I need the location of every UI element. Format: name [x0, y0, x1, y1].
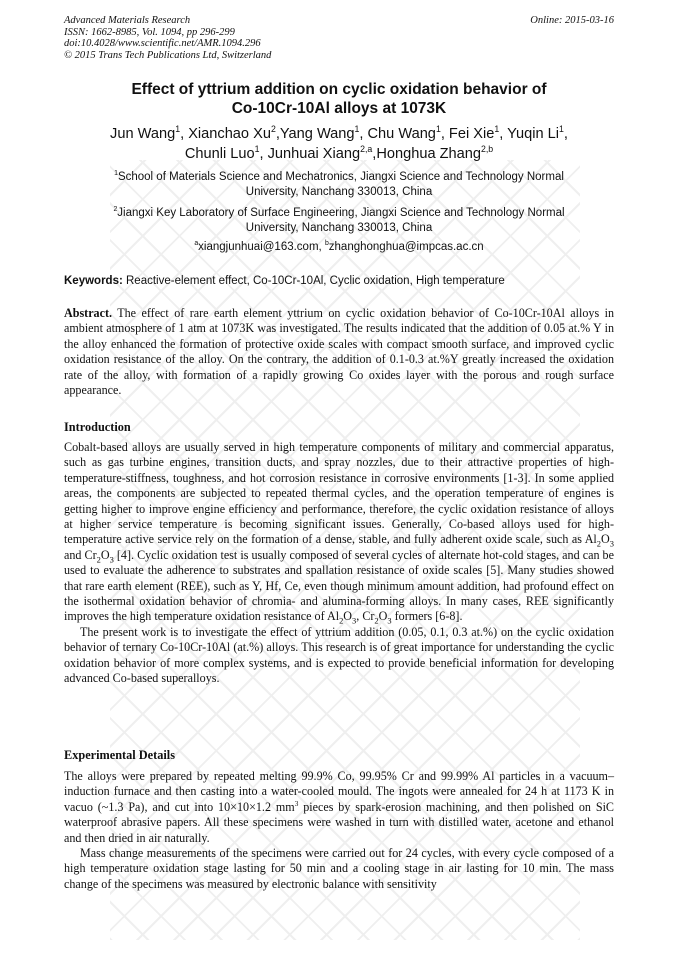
abstract: [64, 306, 614, 398]
author: Yang Wang$^1$: [279, 124, 360, 142]
section-heading-introduction: Introduction: [64, 420, 131, 434]
title-line-1: Effect of yttrium addition on cyclic oxidation behavior of: [131, 81, 547, 98]
paper-title: [64, 80, 614, 118]
online-date: Online: 2015-03-16: [530, 15, 614, 26]
affiliation-1: $^1$School of Materials Science and Mechatronics, Jiangxi Science and Technology Normal University, Nanchang 330013, China: [114, 170, 564, 198]
journal-header: [64, 15, 271, 61]
author: Honghua Zhang$^{2,b}$: [376, 143, 494, 162]
journal-issn: ISSN: 1662-8985, Vol. 1094, pp 296-299: [64, 26, 235, 38]
abstract-label: Abstract.: [64, 306, 113, 320]
keywords-text: Reactive-element effect, Co-10Cr-10Al, Cyclic oxidation, High temperature: [126, 275, 505, 287]
abstract-text: The effect of rare earth element yttrium on cyclic oxidation behavior of Co-10Cr-10Al alloys in ambient atmosphere of 1 atm at 1073K was investigated. The results indicated that the addition of 0.05 at.% Y in the alloy enhanced the formation of protective oxide scales with compact smooth surface, and improved cyclic oxidation resistance of the alloy. On the contrary, the addition of 0.1-0.3 at.%Y greatly increased the oxidation rate of the alloy, with formation of a rapidly growing Co oxides layer with the porous and rough surface appearance.: [64, 306, 614, 398]
author: Junhuai Xiang$^{2,a}$: [267, 143, 373, 162]
author: Yuqin Li$^1$: [507, 124, 564, 142]
introduction-body: [64, 440, 614, 687]
journal-name: Advanced Materials Research: [64, 15, 191, 26]
author: Chu Wang$^1$: [367, 124, 441, 142]
journal-copyright: © 2015 Trans Tech Publications Ltd, Switzerland: [64, 49, 272, 61]
journal-doi: doi:10.4028/www.scientific.net/AMR.1094.296: [64, 38, 261, 49]
keywords-label: Keywords:: [64, 275, 123, 287]
intro-paragraph-1: Cobalt-based alloys are usually served in high temperature components of military and commercial apparatus, such as gas turbine engines, transition ducts, and spray nozzles, due to their attractive properties of high-temperature-stiffness, toughness, and hot corrosion resistance in corrosive environments [1-3]. In some applied areas, the components are subjected to repeated thermal cycles, and the operation temperature of engines is getting higher to improve engine efficiency and performance, therefore, the cyclic oxidation resistance of alloys at higher service temperature is becoming significant issues. Generally, Co-based alloys used for high-temperature active service rely on the formation of a dense, stable, and fully adherent oxide scale, such as $Al_2O_3$ and $Cr_2O_3$ [4]. Cyclic oxidation test is usually composed of several cycles of alternate hot-cold stages, and can be used to evaluate the adherence to substrates and spallation resistance of oxide scales [5]. Many studies showed that rare earth element (REE), such as Y, Hf, Ce, even though minimum amount addition, had profound effect on the isothermal oxidation behavior of chromia- and alumina-forming alloys. In many cases, REE significantly improves the high temperature oxidation resistance of $Al_2O_3$, $Cr_2O_3$ formers [6-8].: [64, 440, 614, 626]
author-emails: $^a$xiangjunhuai@163.com, $^b$zhanghonghua@impcas.ac.cn: [194, 240, 484, 253]
author: Xianchao Xu$^2$: [188, 124, 276, 142]
section-heading-experimental: Experimental Details: [64, 748, 175, 762]
author: Jun Wang$^1$: [110, 124, 181, 142]
exp-paragraph-2: Mass change measurements of the specimens were carried out for 24 cycles, with every cycle composed of a high temperature oxidation stage lasting for 50 min and a cooling stage in air lasting for 10 min. The mass change of the specimens was measured by electronic balance with sensitivity: [64, 846, 614, 891]
intro-paragraph-2: The present work is to investigate the effect of yttrium addition (0.05, 0.1, 0.3 at.%) on the cyclic oxidation behavior of ternary Co-10Cr-10Al (at.%) alloys. This research is of great importance for understanding the cyclic oxidation behavior of more complex systems, and is expected to provide beneficial information for developing advanced Co-based superalloys.: [64, 624, 614, 686]
exp-paragraph-1: The alloys were prepared by repeated melting 99.9% Co, 99.95% Cr and 99.99% Al particles in a vacuum–induction furnace and then casting into a water-cooled mould. The ingots were annealed for 24 h at 1173 K in vacuo (~1.3 Pa), and cut into 10×10×1.2 $mm^3$ pieces by spark-erosion machining, and then polished on SiC waterproof abrasive papers. All these specimens were washed in turn with distilled water, acetone and ethanol and then dried in air naturally.: [64, 769, 614, 845]
author: Fei Xie$^1$: [448, 124, 500, 142]
keywords: [64, 275, 614, 287]
title-line-2: Co-10Cr-10Al alloys at 1073K: [231, 100, 447, 117]
affiliation-2: $^2$Jiangxi Key Laboratory of Surface Engineering, Jiangxi Science and Technology Normal University, Nanchang 330013, China: [113, 206, 565, 234]
email-link[interactable]: xiangjunhuai@163.com,: [198, 241, 322, 253]
experimental-body: [64, 769, 614, 892]
email-link[interactable]: zhanghonghua@impcas.ac.cn: [328, 241, 484, 253]
author: Chunli Luo$^1$: [184, 143, 260, 162]
author-list: Jun Wang$^1$, Xianchao Xu$^2$,Yang Wang$^1$, Chu Wang$^1$, Fei Xie$^1$, Yuqin Li$^1$, Chunli Luo$^1$, Junhuai Xiang$^{2,a}$,Honghua Zhang$^{2,b}$: [110, 124, 568, 162]
